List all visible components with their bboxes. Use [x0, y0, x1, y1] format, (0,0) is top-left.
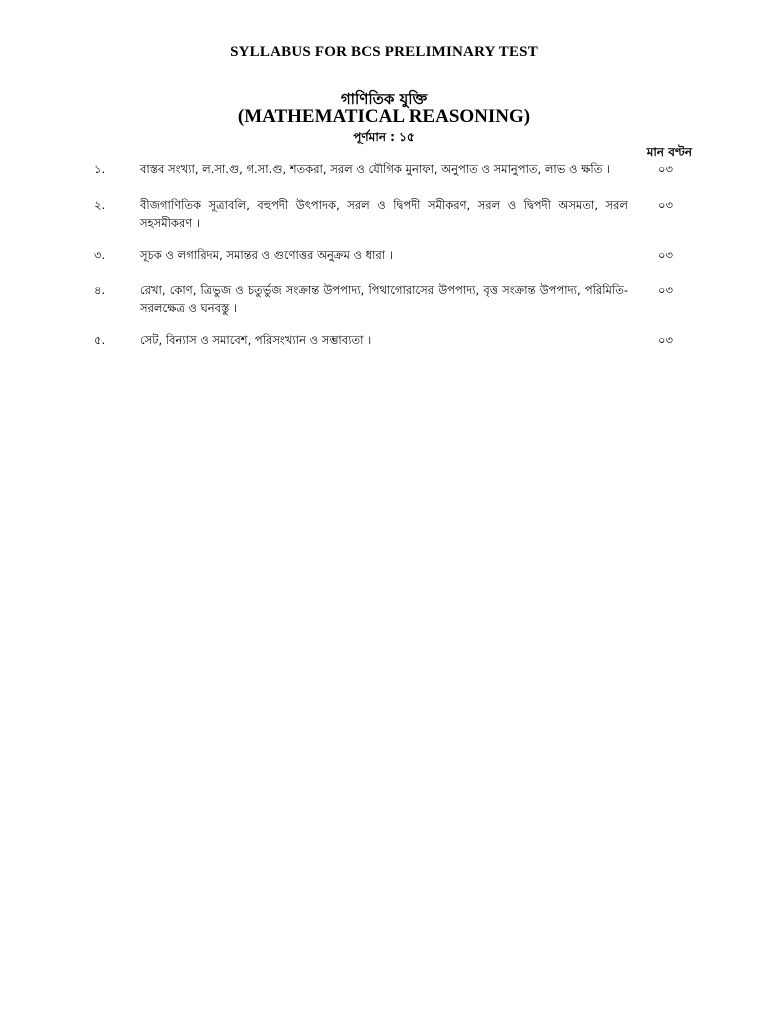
item-marks: ০৩ [658, 198, 673, 212]
full-marks: পূর্ণমান : ১৫ [353, 130, 415, 144]
subject-title-english: (MATHEMATICAL REASONING) [237, 106, 531, 127]
item-marks: ০৩ [658, 283, 673, 297]
item-marks: ০৩ [658, 248, 673, 262]
item-text: সেট, বিন্যাস ও সমাবেশ, পরিসংখ্যান ও সম্ভাব্যতা । [140, 333, 372, 347]
item-number: ৩. [94, 248, 106, 262]
item-text: রেখা, কোণ, ত্রিভুজ ও চতুর্ভুজ সংক্রান্ত উপপাদ্য, পিথাগোরাসের উপপাদ্য, বৃত্ত সংক্রান্ত উপপাদ্য, পরিমিতি- সরলক্ষেত্র ও ঘনবস্তু । [140, 283, 628, 315]
item-marks: ০৩ [658, 333, 673, 347]
item-text: বাস্তব সংখ্যা, ল.সা.গু, গ.সা.গু, শতকরা, সরল ও যৌগিক মুনাফা, অনুপাত ও সমানুপাত, লাভ ও ক্ষতি । [140, 162, 611, 176]
document-title: SYLLABUS FOR BCS PRELIMINARY TEST [230, 44, 538, 60]
marks-distribution-header: মান বণ্টন [646, 145, 692, 159]
item-number: ২. [94, 198, 106, 212]
item-number: ১. [94, 162, 106, 176]
item-number: ৫. [94, 333, 106, 347]
item-marks: ০৩ [658, 162, 673, 176]
item-number: ৪. [94, 283, 106, 297]
item-text: সূচক ও লগারিদম, সমান্তর ও গুণোত্তর অনুক্রম ও ধারা । [140, 248, 393, 262]
item-text: বীজগাণিতিক সূত্রাবলি, বহুপদী উৎপাদক, সরল ও দ্বিপদী সমীকরণ, সরল ও দ্বিপদী অসমতা, সরল সহসমীকরণ । [140, 198, 628, 230]
subject-title-bengali: গাণিতিক যুক্তি [340, 90, 428, 108]
